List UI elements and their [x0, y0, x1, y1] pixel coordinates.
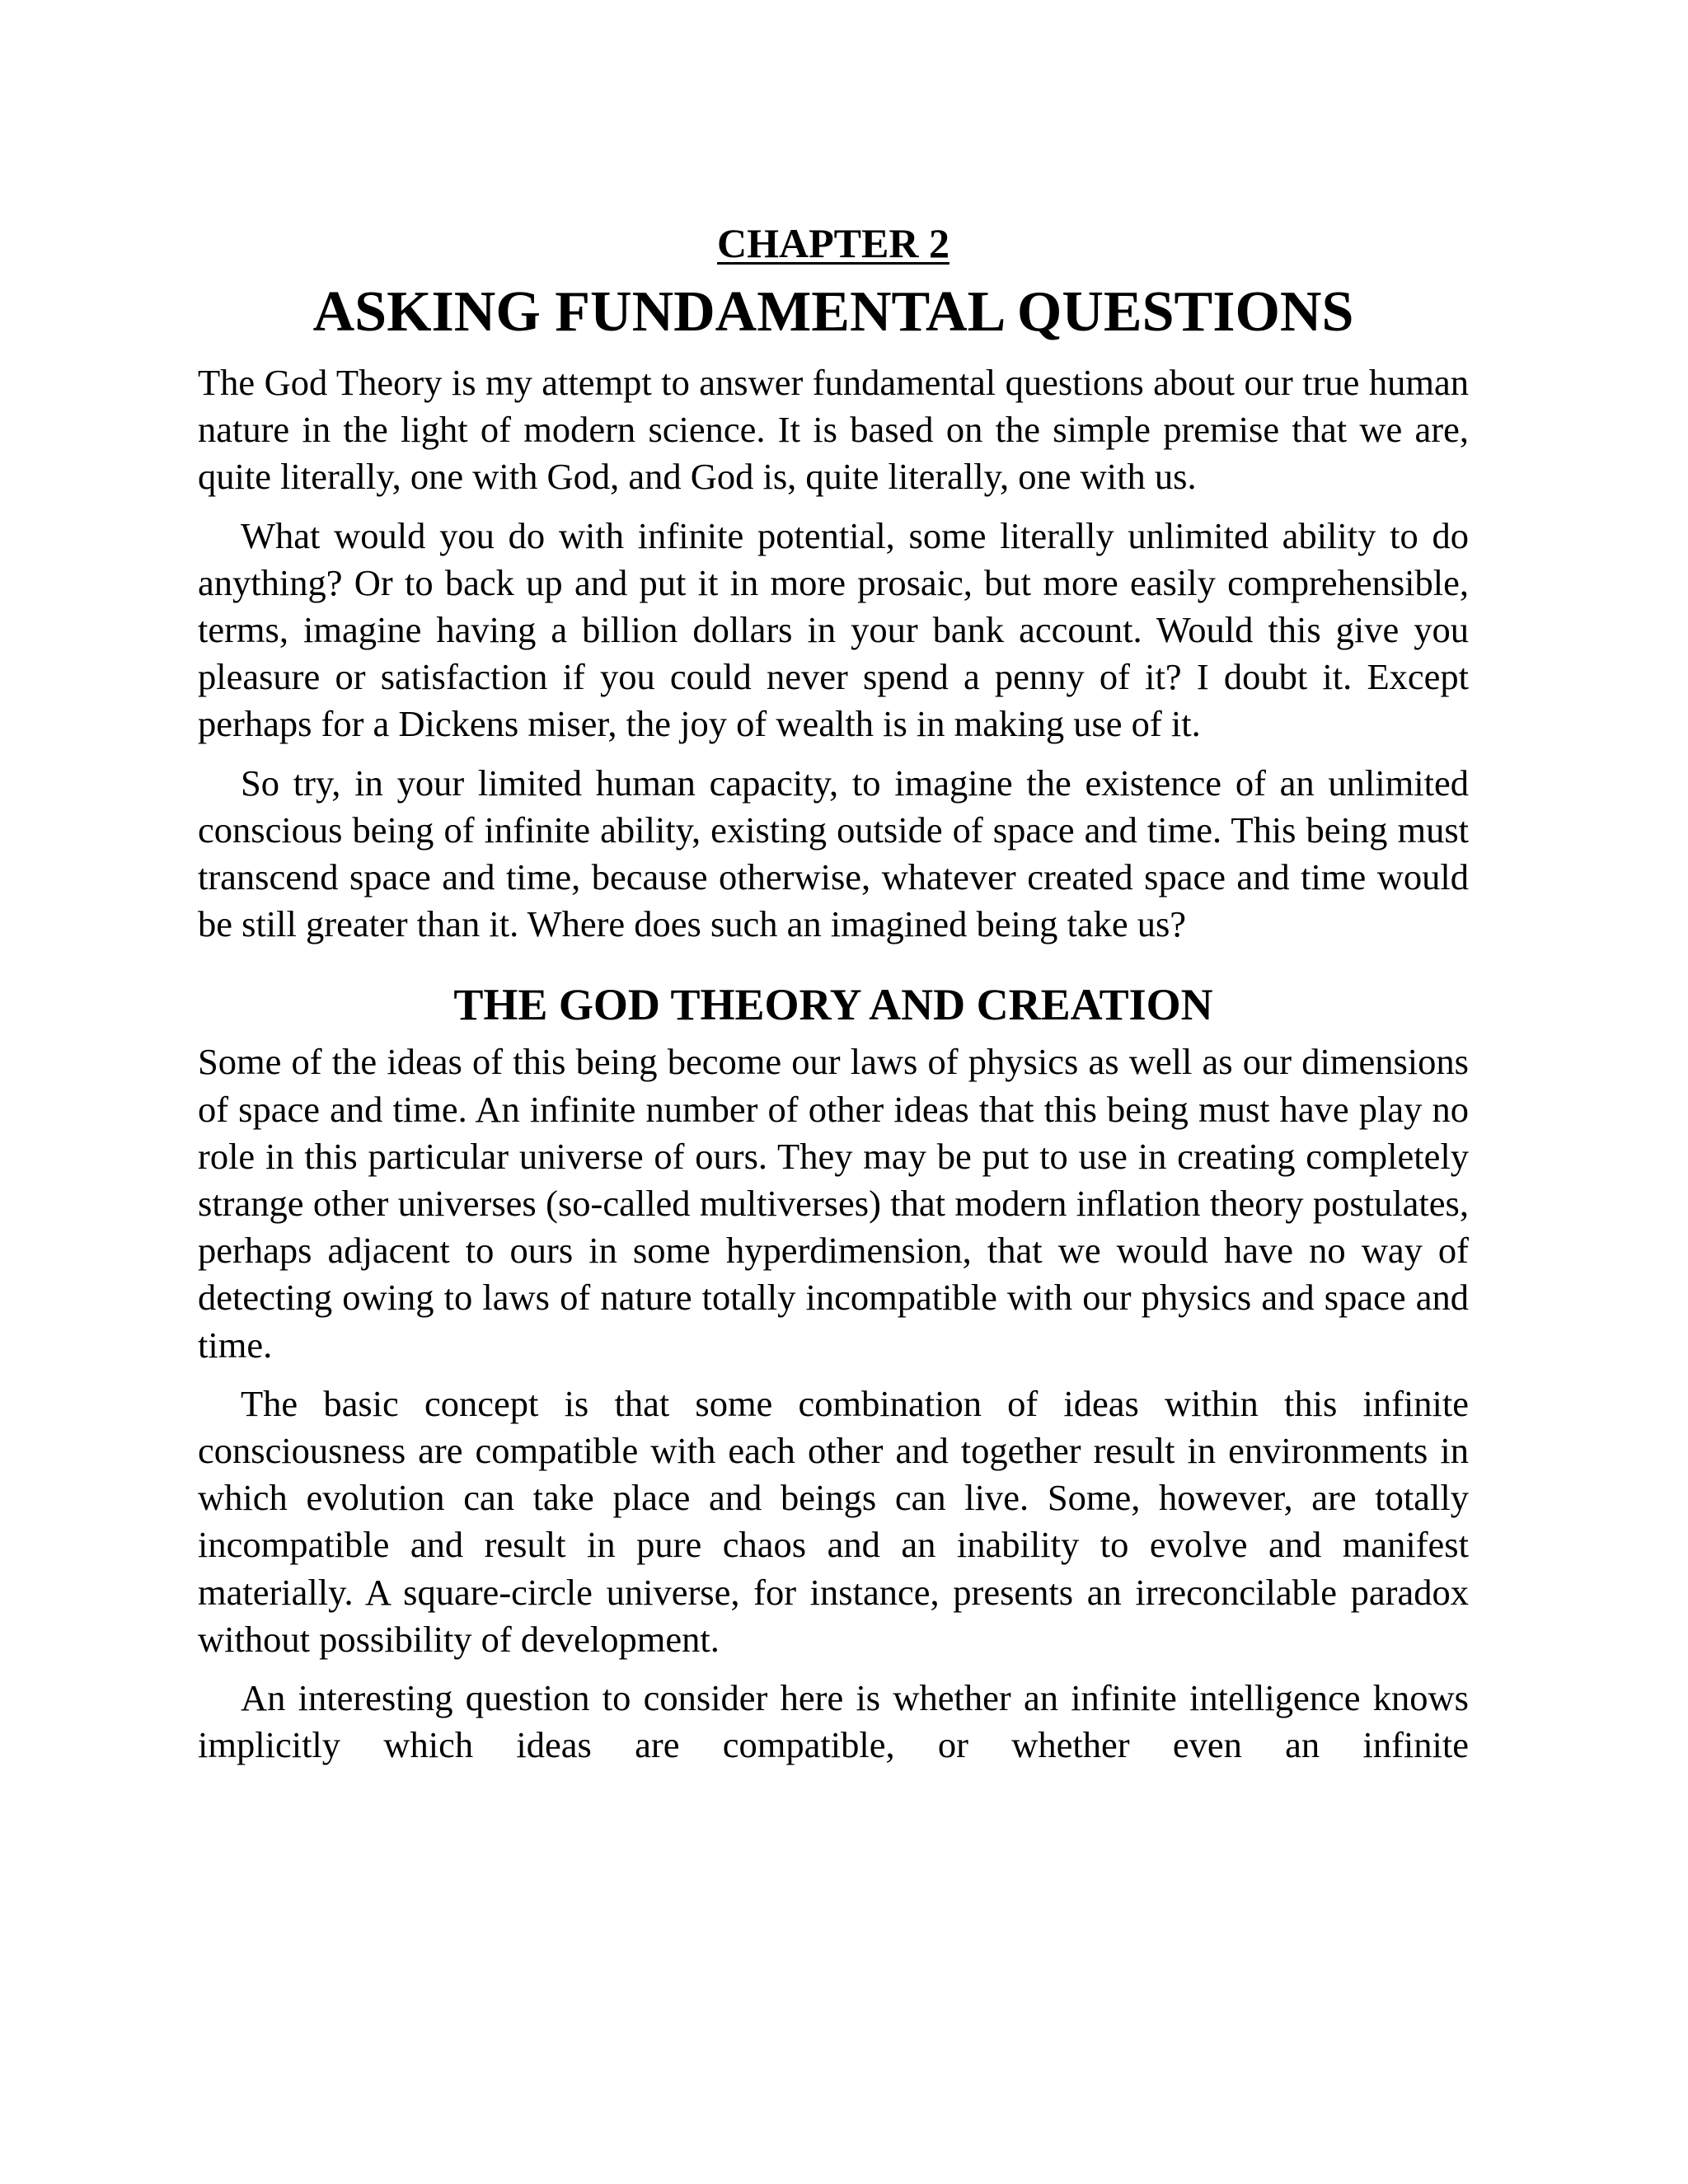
body-paragraph: So try, in your limited human capacity, to imagine the existence of an unlimited conscious being of infinite ability, existing outside of space and time. This being must transcend space and time, because otherwise, whatever created space and time would be still greater than it. Where does such an imagined being take us?: [198, 762, 1469, 945]
chapter-title: ASKING FUNDAMENTAL QUESTIONS: [312, 280, 1354, 344]
body-paragraph: What would you do with infinite potential, some literally unlimited ability to do anything? Or to back up and put it in more prosaic, but more easily comprehensible, terms, imagine having a billion dollars in your bank account. Would this give you pleasure or satisfaction if you could never spend a penny of it? I doubt it. Except perhaps for a Dickens miser, the joy of wealth is in making use of it.: [198, 514, 1469, 745]
section-paragraph: An interesting question to consider here is whether an infinite intelligence knows implicitly which ideas are compatible, or whether even an infinite: [198, 1677, 1469, 1766]
chapter-label: CHAPTER 2: [717, 220, 950, 266]
book-page: [198, 214, 1469, 1769]
section-heading: THE GOD THEORY AND CREATION: [453, 980, 1213, 1030]
body-paragraph: The God Theory is my attempt to answer fundamental questions about our true human nature in the light of modern science. It is based on the simple premise that we are, quite literally, one with God, and God is, quite literally, one with us.: [198, 362, 1469, 498]
section-paragraph: The basic concept is that some combination of ideas within this infinite consciousness are compatible with each other and together result in environments in which evolution can take place and beings can live. Some, however, are totally incompatible and result in pure chaos and an inability to evolve and manifest materially. A square-circle universe, for instance, presents an irreconcilable paradox without possibility of development.: [198, 1382, 1469, 1660]
section-paragraph: Some of the ideas of this being become our laws of physics as well as our dimensions of space and time. An infinite number of other ideas that this being must have play no role in this particular universe of ours. They may be put to use in creating completely strange other universes (so-called multiverses) that modern inflation theory postulates, perhaps adjacent to ours in some hyperdimension, that we would have no way of detecting owing to laws of nature totally incompatible with our physics and space and time.: [198, 1041, 1469, 1366]
